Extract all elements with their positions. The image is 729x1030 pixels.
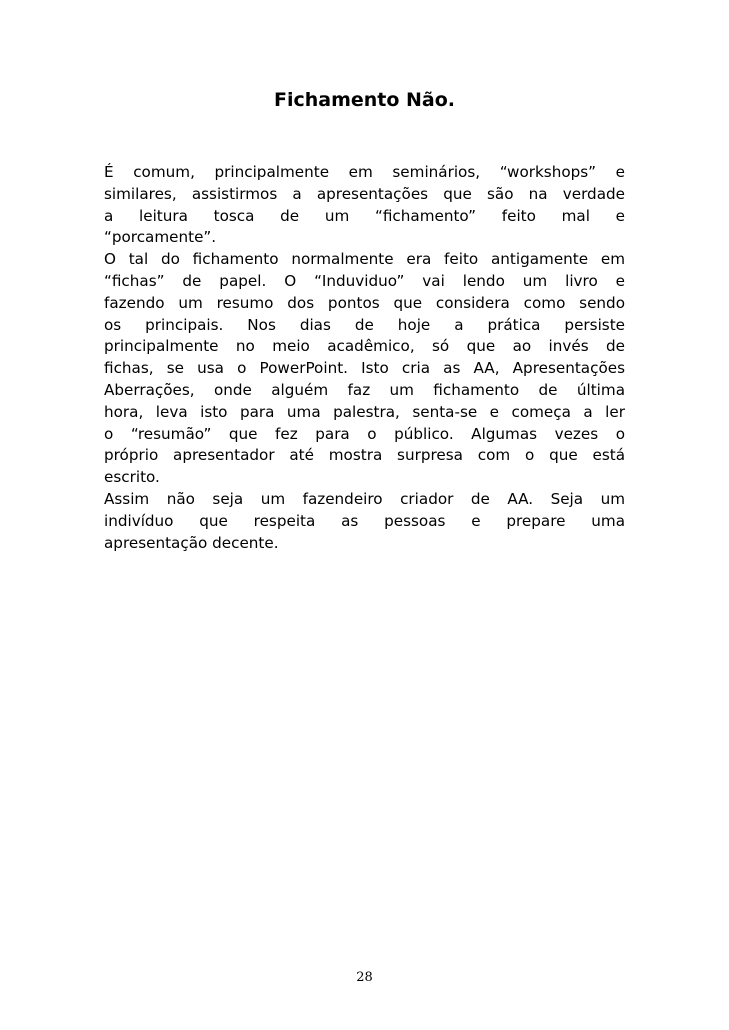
body-line: “porcamente”. xyxy=(104,228,217,247)
body-line: escrito. xyxy=(104,468,160,487)
body-line: o “resumão” que fez para o público. Algumas vezes o xyxy=(104,424,625,443)
body-line: similares, assistirmos a apresentações que são na verdade xyxy=(104,184,625,203)
body-line: principalmente no meio acadêmico, só que ao invés de xyxy=(104,337,625,356)
body-line: Aberrações, onde alguém faz um fichamento de última xyxy=(104,380,625,399)
body-line: “fichas” de papel. O “Induviduo” vai lendo um livro e xyxy=(104,271,625,290)
body-line: O tal do fichamento normalmente era feito antigamente em xyxy=(104,250,625,269)
page-number: 28 xyxy=(356,970,373,985)
body-line: indivíduo que respeita as pessoas e prepare uma xyxy=(104,511,625,530)
body-line: Assim não seja um fazendeiro criador de AA. Seja um xyxy=(104,489,625,508)
body-line: fazendo um resumo dos pontos que considera como sendo xyxy=(104,293,625,312)
body-line: apresentação decente. xyxy=(104,533,279,552)
body-line: fichas, se usa o PowerPoint. Isto cria as AA, Apresentações xyxy=(104,359,625,378)
body-line: próprio apresentador até mostra surpresa com o que está xyxy=(104,446,625,465)
body-line: É comum, principalmente em seminários, “workshops” e xyxy=(104,163,625,181)
body-line: hora, leva isto para uma palestra, senta-se e começa a ler xyxy=(104,402,625,421)
body-line: a leitura tosca de um “fichamento” feito mal e xyxy=(104,206,625,225)
document-body xyxy=(104,162,625,554)
document-title: Fichamento Não. xyxy=(273,89,456,111)
body-line: os principais. Nos dias de hoje a prática persiste xyxy=(104,315,625,334)
